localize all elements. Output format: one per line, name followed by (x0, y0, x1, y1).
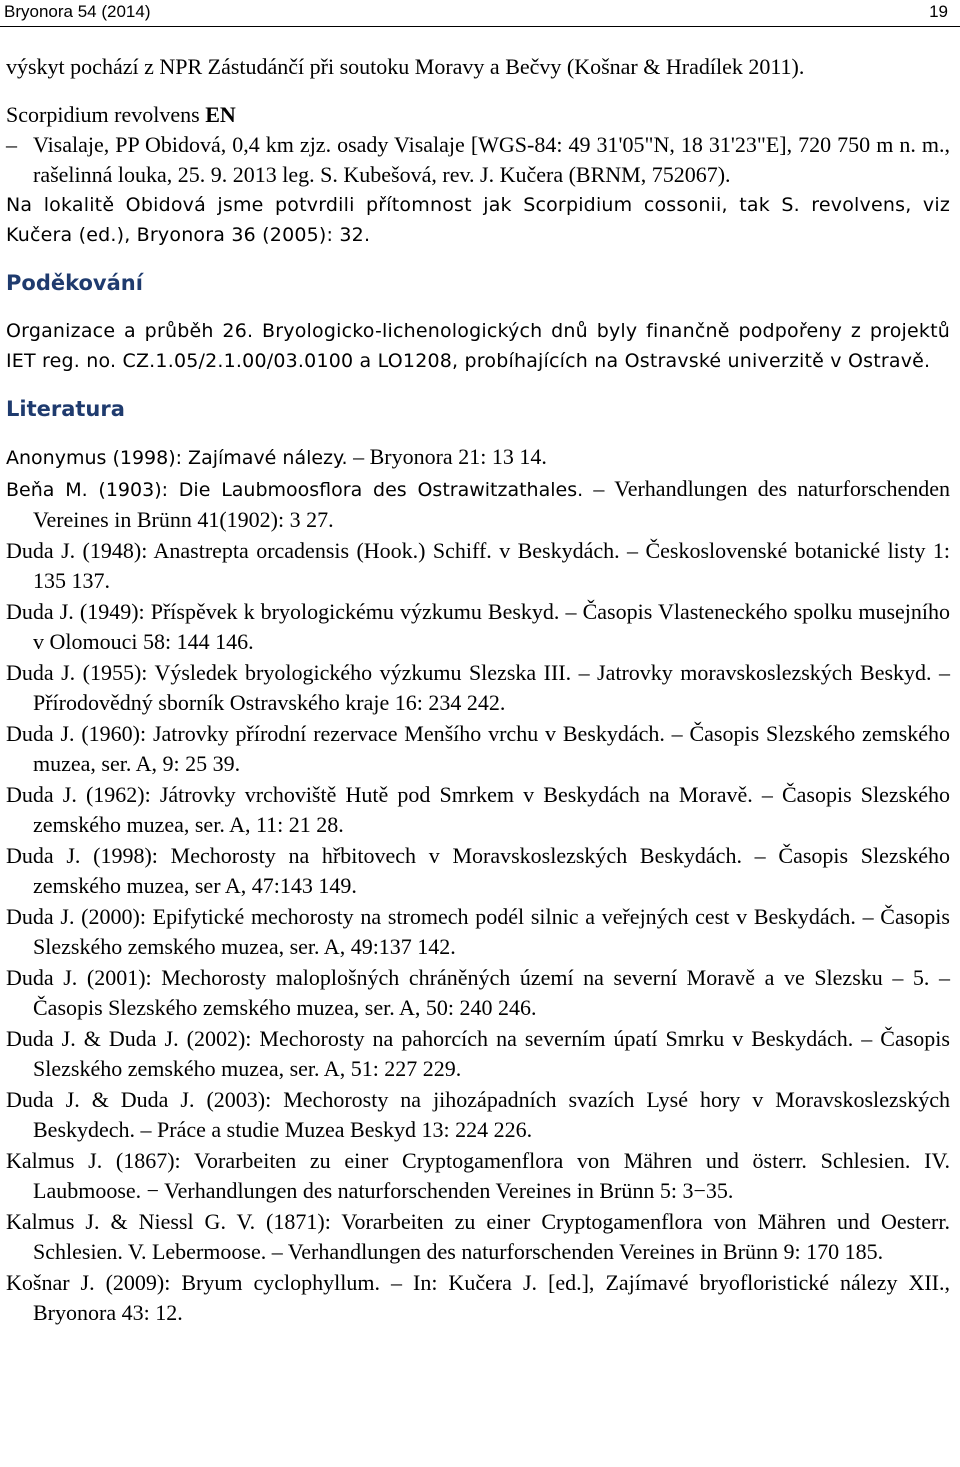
reference-item: Duda J. (1962): Játrovky vrchoviště Hutě pod Smrkem v Beskydách na Moravě. – Časopis Slezského zemského muzea, ser. A, 11: 21 28. (6, 782, 950, 837)
reference-item: Beňa M. (1903): Die Laubmoosflora des Ostrawitzathales. – Verhandlungen des naturforschenden Vereines in Brünn 41(1902): 3 27. (6, 476, 950, 532)
reference-list (6, 442, 950, 1328)
species-record (6, 130, 950, 190)
reference-item: Duda J. (1949): Příspěvek k bryologickému výzkumu Beskyd. – Časopis Vlasteneckého spolku musejního v Olomouci 58: 144 146. (6, 599, 950, 654)
reference-item: Duda J. (2001): Mechorosty maloplošných chráněných území na severní Moravě a ve Slezsku – 5. – Časopis Slezského zemského muzea, ser. A, 50: 240 246. (6, 965, 950, 1020)
reference-item: Duda J. & Duda J. (2002): Mechorosty na pahorcích na severním úpatí Smrku v Beskydách. – Časopis Slezského zemského muzea, ser. A, 51: 227 229. (6, 1026, 950, 1081)
reference-item: Duda J. (2000): Epifytické mechorosty na stromech podél silnic a veřejných cest v Beskydách. – Časopis Slezského zemského muzea, ser. A, 49:137 142. (6, 904, 950, 959)
page-body (6, 52, 950, 1329)
page-number: 19 (929, 2, 948, 21)
reference-item: Košnar J. (2009): Bryum cyclophyllum. – In: Kučera J. [ed.], Zajímavé bryofloristické nálezy XII., Bryonora 43: 12. (6, 1270, 950, 1325)
reference-item: Duda J. (1960): Jatrovky přírodní rezervace Menšího vrchu v Beskydách. – Časopis Slezského zemského muzea, ser. A, 9: 25 39. (6, 721, 950, 776)
species-name: Scorpidium revolvens (6, 102, 200, 127)
running-header (0, 0, 960, 27)
reference-item: Duda J. (1948): Anastrepta orcadensis (Hook.) Schiff. v Beskydách. – Československé botanické listy 1: 135 137. (6, 538, 950, 593)
reference-item: Duda J. (1998): Mechorosty na hřbitovech v Moravskoslezských Beskydách. – Časopis Slezského zemského muzea, ser A, 47:143 149. (6, 843, 950, 898)
record-dash: – (6, 132, 17, 157)
reference-item: Anonymus (1998): Zajímavé nálezy. – Bryonora 21: 13 14. (6, 444, 547, 469)
acknowledgements-text: Organizace a průběh 26. Bryologicko-lichenologických dnů byly finančně podpořeny z projektů IET reg. no. CZ.1.05/2.1.00/03.0100 a LO1208, probíhajících na Ostravské univerzitě v Ostravě. (6, 320, 950, 372)
journal-citation: Bryonora 54 (2014) (4, 2, 151, 21)
reference-item: Kalmus J. & Niessl G. V. (1871): Vorarbeiten zu einer Cryptogamenflora von Mähren und Oesterr. Schlesien. V. Lebermoose. – Verhandlungen des naturforschenden Vereines in Brünn 9: 170 185. (6, 1209, 950, 1264)
species-note: Na lokalitě Obidová jsme potvrdili přítomnost jak Scorpidium cossonii, tak S. revolvens, viz Kučera (ed.), Bryonora 36 (2005): 32. (6, 194, 950, 246)
literature-heading: Literatura (6, 397, 125, 421)
reference-item: Duda J. & Duda J. (2003): Mechorosty na jihozápadních svazích Lysé hory v Moravskoslezských Beskydech. – Práce a studie Muzea Beskyd 13: 224 226. (6, 1087, 950, 1142)
record-text: Visalaje, PP Obidová, 0,4 km zjz. osady Visalaje [WGS-84: 49 31'05"N, 18 31'23"E], 720 750 m n. m., rašelinná louka, 25. 9. 2013 leg. S. Kubešová, rev. J. Kučera (BRNM, 752067). (33, 132, 950, 187)
reference-item: Duda J. (1955): Výsledek bryologického výzkumu Slezska III. – Jatrovky moravskoslezských Beskyd. – Přírodovědný sborník Ostravského kraje 16: 234 242. (6, 660, 950, 715)
acknowledgements-heading: Poděkování (6, 271, 143, 295)
threat-status: EN (205, 102, 236, 127)
intro-paragraph: výskyt pochází z NPR Zástudánčí při soutoku Moravy a Bečvy (Košnar & Hradílek 2011). (6, 54, 805, 79)
species-heading (6, 100, 950, 130)
reference-item: Kalmus J. (1867): Vorarbeiten zu einer Cryptogamenflora von Mähren und österr. Schlesien. IV. Laubmoose. − Verhandlungen des naturforschenden Vereines in Brünn 5: 3−35. (6, 1148, 950, 1203)
